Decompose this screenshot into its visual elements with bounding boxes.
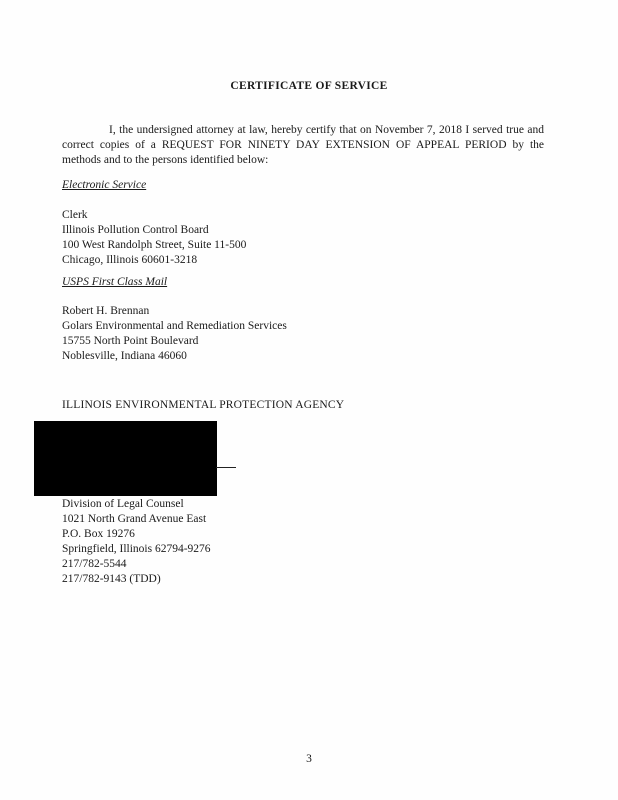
signature-block-line: Springfield, Illinois 62794-9276 [62,543,211,555]
address-line: 15755 North Point Boulevard [62,335,199,347]
address-line: 100 West Randolph Street, Suite 11-500 [62,239,247,251]
signature-block [62,497,211,587]
address-line: Noblesville, Indiana 46060 [62,350,187,362]
address-line: Robert H. Brennan [62,305,150,317]
signature-block-line: 1021 North Grand Avenue East [62,513,207,525]
agency-name: ILLINOIS ENVIRONMENTAL PROTECTION AGENCY [62,399,345,411]
intro-paragraph-text: I, the undersigned attorney at law, hereby certify that on November 7, 2018 I served true and correct copies of a REQUEST FOR NINETY DAY EXTENSION OF APPEAL PERIOD by the methods and to the persons identified below: [62,124,544,166]
redacted-signature-box [34,421,217,496]
electronic-service-address [62,208,246,268]
signature-block-line: 217/782-5544 [62,558,127,570]
usps-service-heading: USPS First Class Mail [62,276,168,288]
signature-block-line: P.O. Box 19276 [62,528,135,540]
signature-block-line: 217/782-9143 (TDD) [62,573,161,585]
document-title: CERTIFICATE OF SERVICE [230,80,388,92]
signature-block-line: Division of Legal Counsel [62,498,184,510]
usps-service-address [62,304,287,364]
intro-paragraph [62,123,544,168]
page-number: 3 [306,753,312,765]
address-line: Chicago, Illinois 60601-3218 [62,254,198,266]
electronic-service-heading: Electronic Service [62,179,147,191]
address-line: Clerk [62,209,88,221]
address-line: Illinois Pollution Control Board [62,224,209,236]
address-line: Golars Environmental and Remediation Services [62,320,287,332]
signature-line [216,467,236,468]
